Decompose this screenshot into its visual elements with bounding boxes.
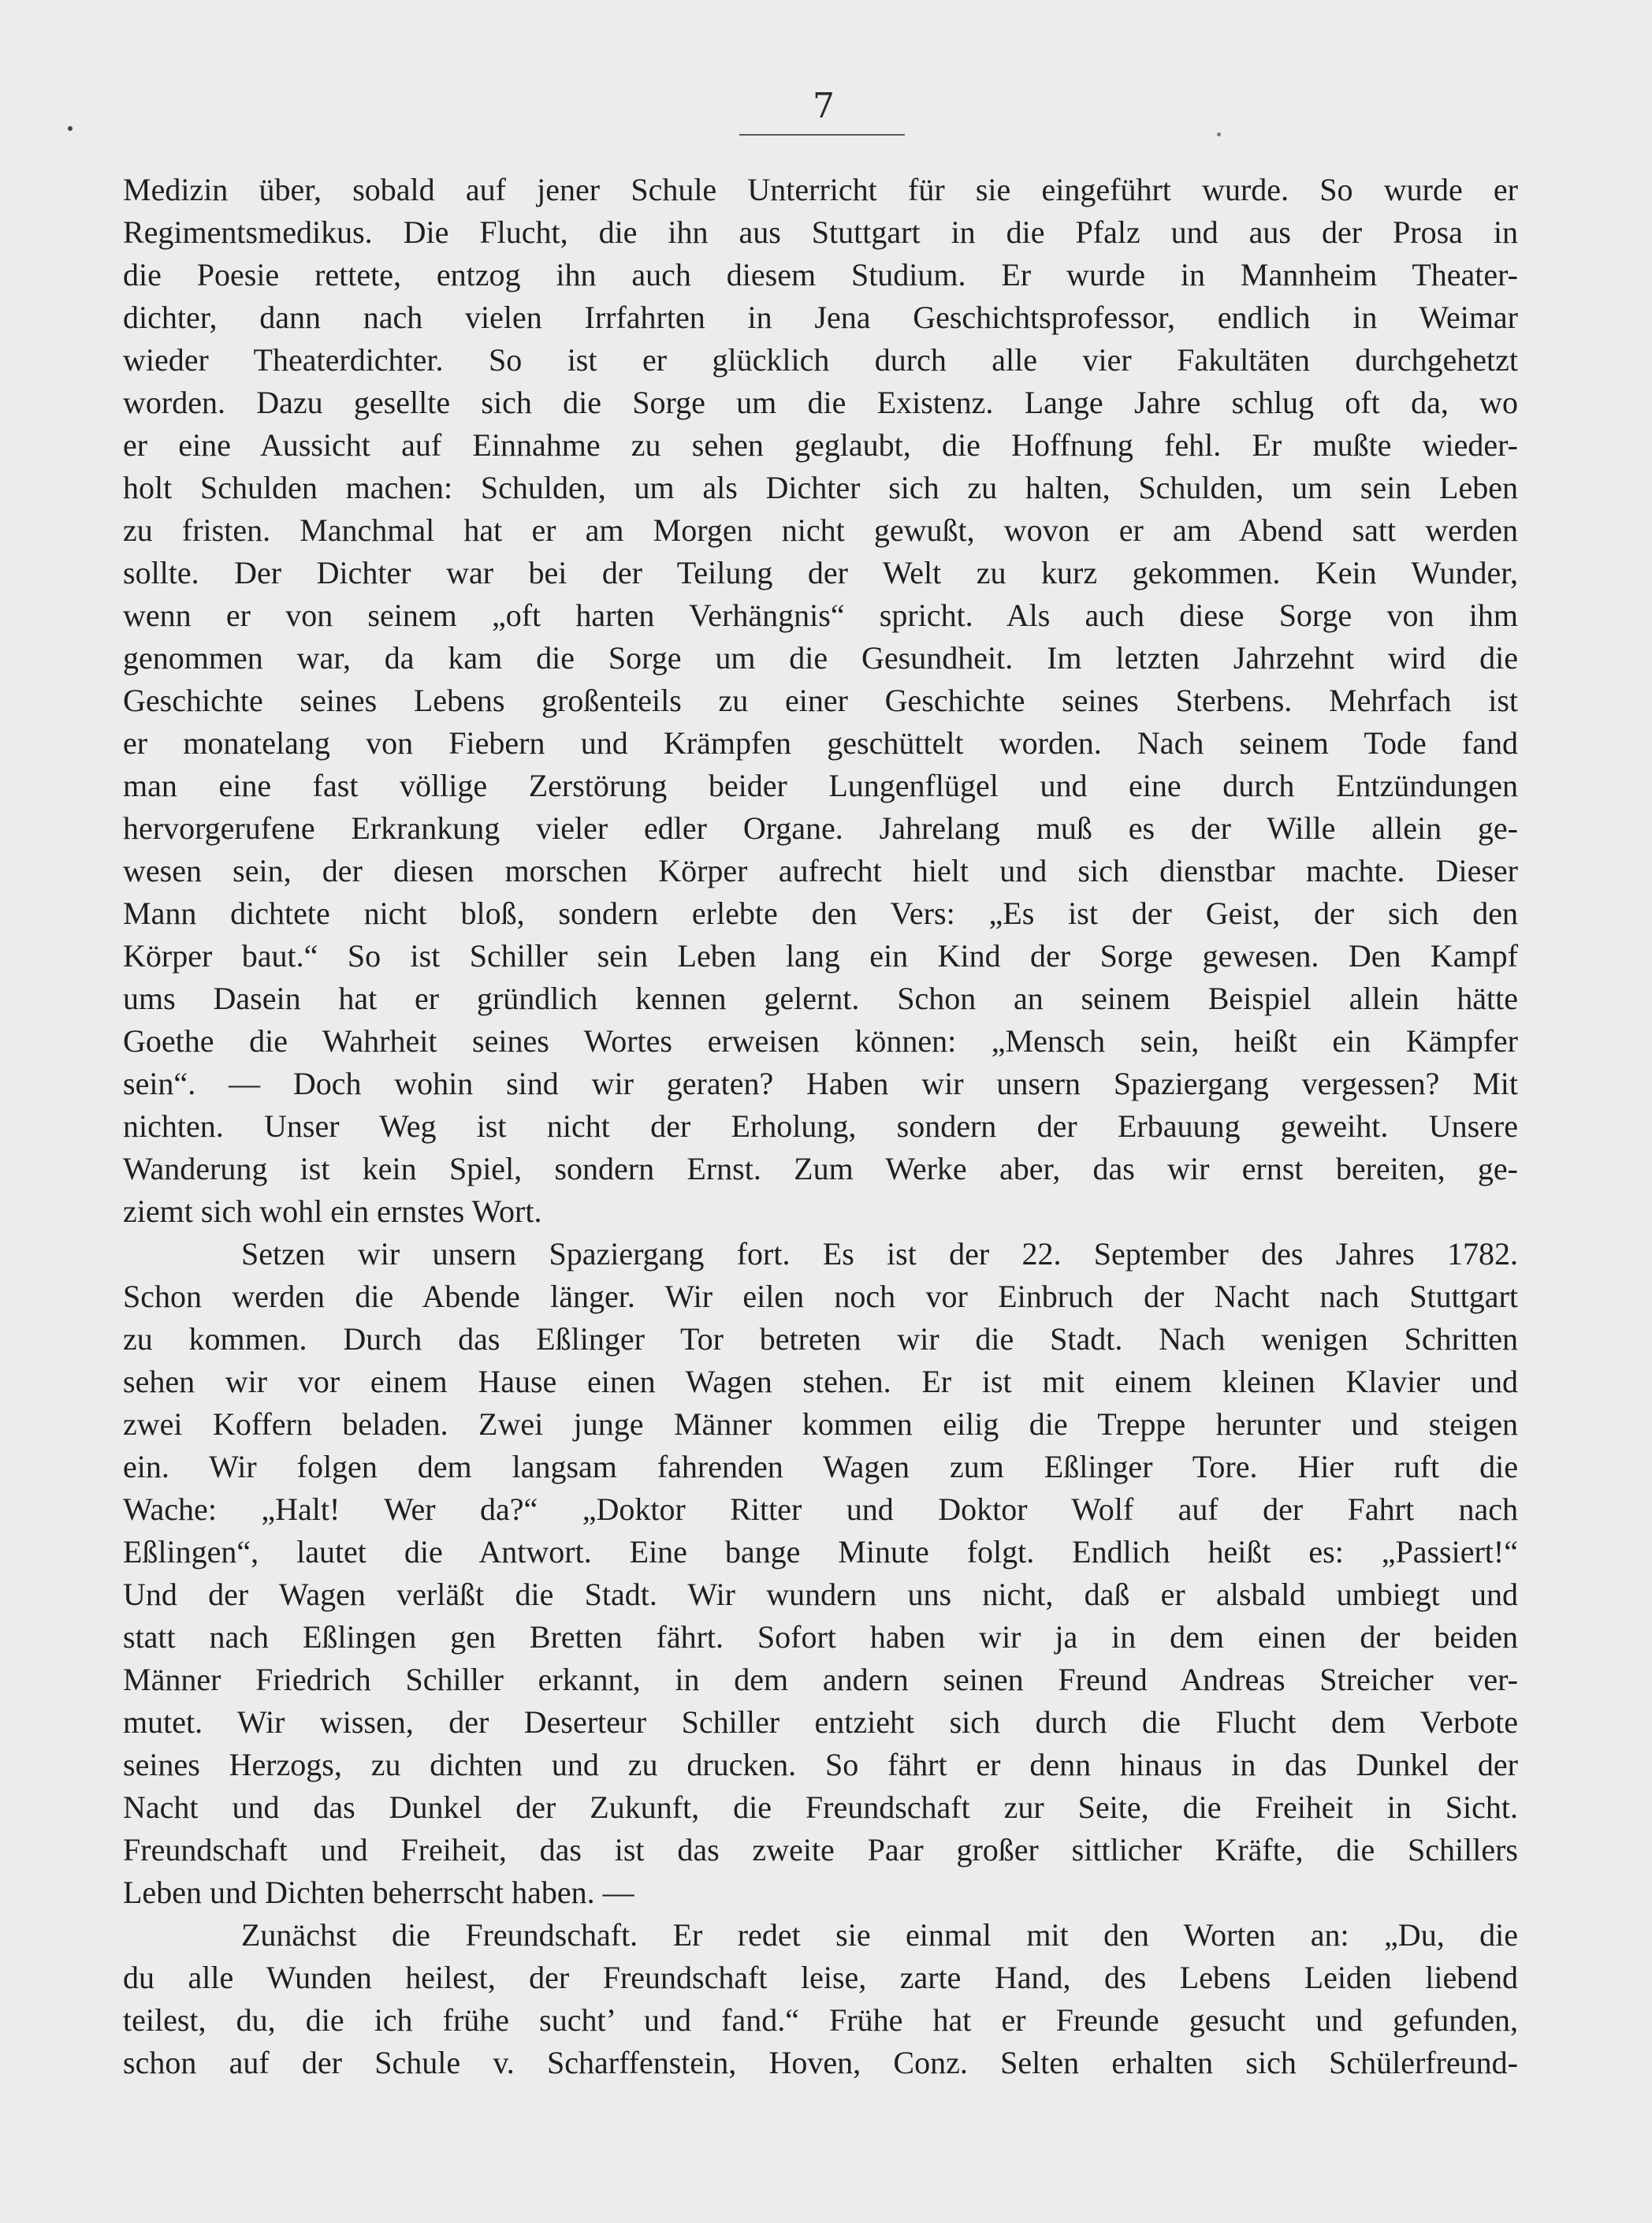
text-line: ziemt sich wohl ein ernstes Wort. [123, 1193, 542, 1229]
text-line: Medizin über, sobald auf jener Schule Unterricht für sie eingeführt wurde. So wurde er [123, 172, 1518, 207]
text-line: genommen war, da kam die Sorge um die Gesundheit. Im letzten Jahrzehnt wird die [123, 640, 1518, 676]
text-line: sein“. — Doch wohin sind wir geraten? Haben wir unsern Spaziergang vergessen? Mit [123, 1066, 1518, 1101]
header-rule [739, 134, 905, 136]
page-number: 7 [813, 86, 835, 126]
text-line: zu kommen. Durch das Eßlinger Tor betreten wir die Stadt. Nach wenigen Schritten [123, 1321, 1518, 1357]
text-line: teilest, du, die ich frühe sucht’ und fand.“ Frühe hat er Freunde gesucht und gefunden, [123, 2002, 1518, 2038]
paragraph-first-line: Zunächst die Freundschaft. Er redet sie einmal mit den Worten an: „Du, die [241, 1917, 1518, 1953]
text-line: mutet. Wir wissen, der Deserteur Schiller entzieht sich durch die Flucht dem Verbote [123, 1704, 1518, 1740]
text-line: die Poesie rettete, entzog ihn auch diesem Studium. Er wurde in Mannheim Theater- [123, 257, 1518, 292]
text-line: sehen wir vor einem Hause einen Wagen stehen. Er ist mit einem kleinen Klavier und [123, 1364, 1518, 1399]
text-line: Goethe die Wahrheit seines Wortes erweisen können: „Mensch sein, heißt ein Kämpfer [123, 1023, 1518, 1059]
text-line: Eßlingen“, lautet die Antwort. Eine bange Minute folgt. Endlich heißt es: „Passiert!“ [123, 1534, 1518, 1570]
paragraph-first-line: Setzen wir unsern Spaziergang fort. Es ist der 22. September des Jahres 1782. [241, 1236, 1518, 1272]
text-line: Nacht und das Dunkel der Zukunft, die Freundschaft zur Seite, die Freiheit in Sicht. [123, 1789, 1518, 1825]
text-line: statt nach Eßlingen gen Bretten fährt. Sofort haben wir ja in dem einen der beiden [123, 1619, 1518, 1655]
text-line: wesen sein, der diesen morschen Körper aufrecht hielt und sich dienstbar machte. Dieser [123, 853, 1518, 888]
text-line: man eine fast völlige Zerstörung beider Lungenflügel und eine durch Entzündungen [123, 768, 1518, 803]
print-speck [1217, 132, 1221, 136]
text-line: Wache: „Halt! Wer da?“ „Doktor Ritter und Doktor Wolf auf der Fahrt nach [123, 1491, 1518, 1527]
text-line: hervorgerufene Erkrankung vieler edler Organe. Jahrelang muß es der Wille allein ge- [123, 810, 1518, 846]
text-line: seines Herzogs, zu dichten und zu drucken. So fährt er denn hinaus in das Dunkel der [123, 1747, 1518, 1782]
text-line: wenn er von seinem „oft harten Verhängnis“ spricht. Als auch diese Sorge von ihm [123, 598, 1518, 633]
text-line: Freundschaft und Freiheit, das ist das zweite Paar großer sittlicher Kräfte, die Schillers [123, 1832, 1518, 1867]
text-line: Regimentsmedikus. Die Flucht, die ihn aus Stuttgart in die Pfalz und aus der Prosa in [123, 214, 1518, 250]
text-line: ums Dasein hat er gründlich kennen gelernt. Schon an seinem Beispiel allein hätte [123, 981, 1518, 1016]
text-line: Mann dichtete nicht bloß, sondern erlebte den Vers: „Es ist der Geist, der sich den [123, 896, 1518, 931]
text-line: holt Schulden machen: Schulden, um als Dichter sich zu halten, Schulden, um sein Leben [123, 470, 1518, 505]
text-line: zu fristen. Manchmal hat er am Morgen nicht gewußt, wovon er am Abend satt werden [123, 512, 1518, 548]
text-line: er eine Aussicht auf Einnahme zu sehen geglaubt, die Hoffnung fehl. Er mußte wieder- [123, 427, 1518, 463]
text-line: zwei Koffern beladen. Zwei junge Männer kommen eilig die Treppe herunter und steigen [123, 1406, 1518, 1442]
print-speck [68, 126, 73, 131]
text-line: Wanderung ist kein Spiel, sondern Ernst. Zum Werke aber, das wir ernst bereiten, ge- [123, 1151, 1518, 1186]
text-line: Schon werden die Abende länger. Wir eilen noch vor Einbruch der Nacht nach Stuttgart [123, 1279, 1518, 1314]
text-line: du alle Wunden heilest, der Freundschaft leise, zarte Hand, des Lebens Leiden liebend [123, 1960, 1518, 1995]
body-text [123, 169, 1518, 2084]
text-line: Männer Friedrich Schiller erkannt, in dem andern seinen Freund Andreas Streicher ver- [123, 1662, 1518, 1697]
text-line: dichter, dann nach vielen Irrfahrten in Jena Geschichtsprofessor, endlich in Weimar [123, 300, 1518, 335]
text-line: Geschichte seines Lebens großenteils zu einer Geschichte seines Sterbens. Mehrfach ist [123, 683, 1518, 718]
text-line: schon auf der Schule v. Scharffenstein, Hoven, Conz. Selten erhalten sich Schülerfreund- [123, 2045, 1518, 2080]
text-line: wieder Theaterdichter. So ist er glücklich durch alle vier Fakultäten durchgehetzt [123, 342, 1518, 378]
text-line: Leben und Dichten beherrscht haben. — [123, 1875, 634, 1910]
text-line: nichten. Unser Weg ist nicht der Erholung, sondern der Erbauung geweiht. Unsere [123, 1108, 1518, 1144]
text-line: sollte. Der Dichter war bei der Teilung der Welt zu kurz gekommen. Kein Wunder, [123, 555, 1518, 590]
text-line: ein. Wir folgen dem langsam fahrenden Wagen zum Eßlinger Tore. Hier ruft die [123, 1449, 1518, 1484]
text-line: er monatelang von Fiebern und Krämpfen geschüttelt worden. Nach seinem Tode fand [123, 725, 1518, 761]
text-line: worden. Dazu gesellte sich die Sorge um die Existenz. Lange Jahre schlug oft da, wo [123, 385, 1518, 420]
text-line: Und der Wagen verläßt die Stadt. Wir wundern uns nicht, daß er alsbald umbiegt und [123, 1577, 1518, 1612]
text-line: Körper baut.“ So ist Schiller sein Leben lang ein Kind der Sorge gewesen. Den Kampf [123, 938, 1518, 974]
